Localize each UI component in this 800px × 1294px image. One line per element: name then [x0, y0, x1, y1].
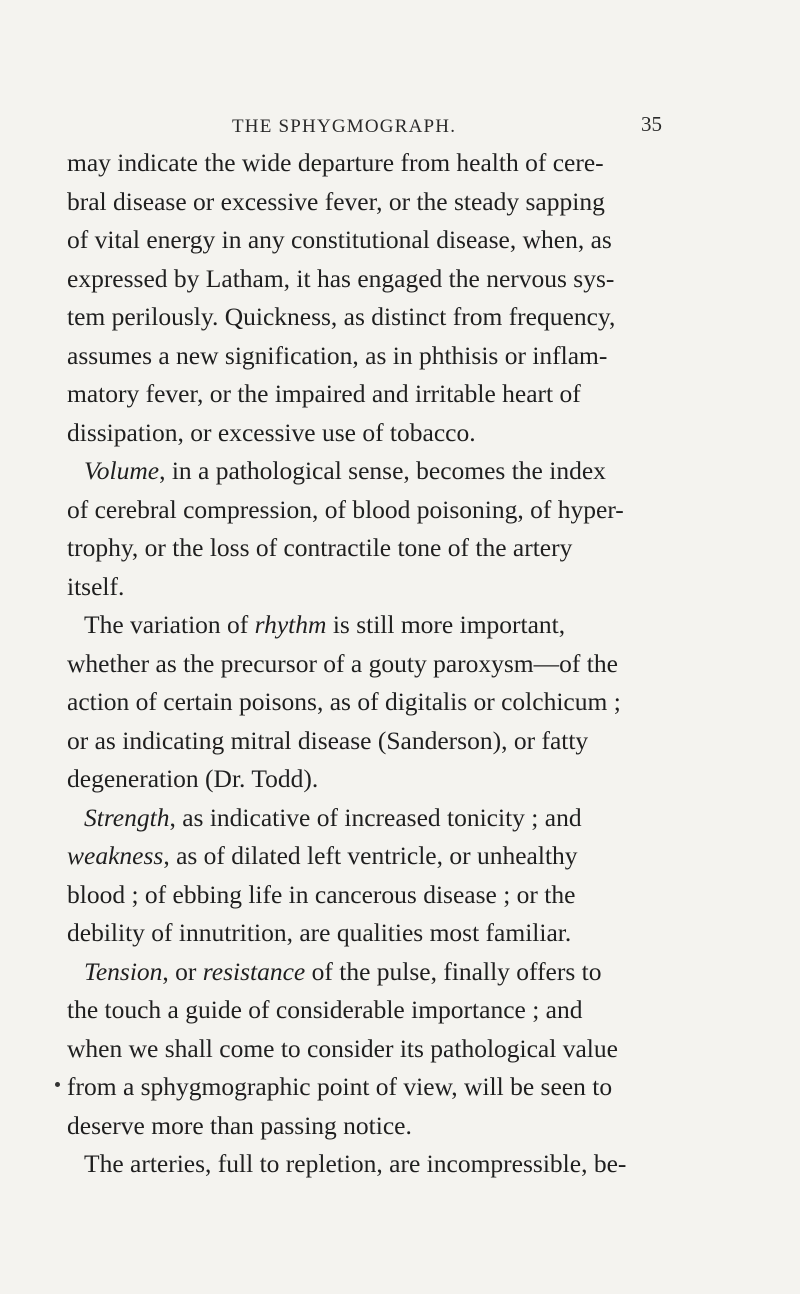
text-line: or as indicating mitral disease (Sanderson), or fatty [67, 725, 589, 755]
text-line: bral disease or excessive fever, or the steady sapping [67, 186, 605, 216]
text-line-paragraph-start: Volume, in a pathological sense, becomes the index [84, 456, 606, 485]
text-line: of cerebral compression, of blood poisoning, of hyper- [67, 494, 624, 524]
text-line: degeneration (Dr. Todd). [67, 764, 319, 793]
text-line: of vital energy in any constitutional disease, when, as [67, 225, 612, 254]
text-line-paragraph-start: Tension, or resistance of the pulse, finally offers to [84, 956, 602, 986]
text-line: deserve more than passing notice. [67, 1110, 412, 1140]
text-line: assumes a new signification, as in phthisis or inflam- [67, 340, 608, 370]
italic-term: rhythm [254, 610, 327, 639]
text-line: whether as the precursor of a gouty paroxysm—of the [67, 648, 618, 678]
text-line: trophy, or the loss of contractile tone of the artery [67, 533, 573, 562]
text-line: tem perilously. Quickness, as distinct from frequency, [67, 302, 616, 331]
italic-term: weakness [67, 841, 164, 870]
text-line: expressed by Latham, it has engaged the nervous sys- [67, 263, 615, 293]
text-line: debility of innutrition, are qualities most familiar. [67, 918, 572, 947]
text-line: from a sphygmographic point of view, will be seen to [67, 1072, 613, 1101]
text-line: may indicate the wide departure from health of cere- [67, 148, 604, 177]
text-line: the touch a guide of considerable importance ; and [67, 995, 583, 1024]
margin-speck [55, 1082, 60, 1087]
running-head: THE SPHYGMOGRAPH. [232, 116, 457, 137]
text-line: matory fever, or the impaired and irritable heart of [67, 379, 581, 408]
italic-term: Volume [84, 456, 160, 485]
text-line: dissipation, or excessive use of tobacco. [67, 417, 476, 447]
text-line: itself. [67, 571, 125, 601]
page-number: 35 [641, 112, 662, 136]
text-line: blood ; of ebbing life in cancerous disease ; or the [67, 879, 576, 909]
italic-term: Strength [84, 802, 170, 832]
italic-term: resistance [202, 956, 306, 986]
text-line-paragraph-start: The variation of rhythm is still more important, [84, 610, 566, 639]
text-line-paragraph-start: The arteries, full to repletion, are incompressible, be- [84, 1149, 627, 1178]
text-line: weakness, as of dilated left ventricle, or unhealthy [67, 841, 578, 870]
text-line: when we shall come to consider its pathological value [67, 1033, 618, 1063]
text-line-paragraph-start: Strength, as indicative of increased tonicity ; and [84, 802, 582, 832]
text-line: action of certain poisons, as of digitalis or colchicum ; [67, 687, 621, 716]
italic-term: Tension [84, 956, 163, 986]
